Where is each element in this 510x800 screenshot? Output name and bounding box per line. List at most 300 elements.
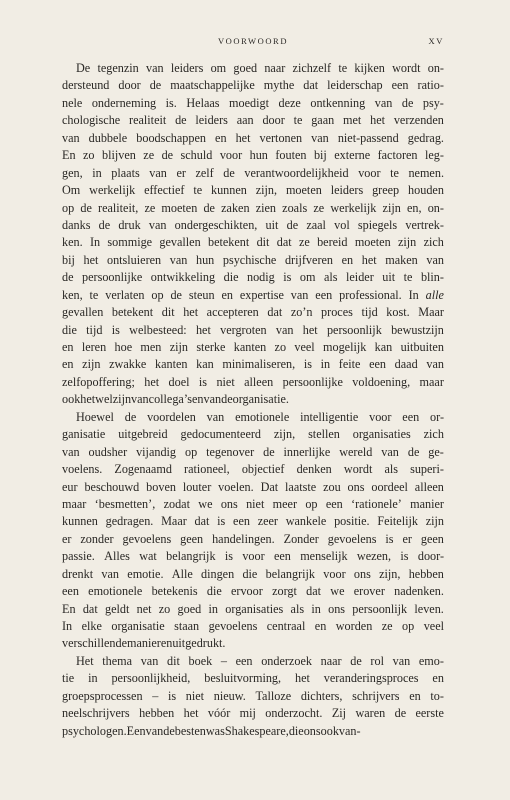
word: Shakespeare, [224, 723, 289, 738]
word: dubbele [88, 130, 128, 145]
text-line [62, 601, 444, 618]
text-line [62, 391, 444, 408]
word: organisaties [225, 601, 284, 616]
word: is. [165, 95, 177, 110]
word: dichters, [300, 688, 343, 703]
text-line [62, 304, 444, 321]
word: doel [168, 374, 190, 389]
word: schrijvers [352, 688, 400, 703]
word: wordt [343, 462, 373, 477]
word: uitgedrukt. [172, 636, 226, 651]
word: boodschappen [136, 130, 206, 145]
word: te [338, 61, 348, 75]
word: het [294, 671, 310, 686]
word: ontkenning [310, 95, 366, 110]
word: van [62, 444, 80, 459]
text-line [62, 130, 444, 147]
word: goed [177, 601, 202, 616]
chapter-title: VOORWOORD [217, 36, 289, 46]
word: En [62, 601, 76, 616]
word: het [80, 392, 96, 407]
word: zaal [306, 217, 326, 232]
word: persoonlijk [326, 322, 382, 337]
word: we [198, 496, 213, 511]
word: te [293, 113, 303, 128]
text-line [62, 252, 444, 269]
word: on- [427, 200, 444, 215]
word: het [195, 322, 211, 337]
word: organisatie. [232, 392, 289, 407]
word: innerlijke [283, 444, 331, 459]
word: leiders [195, 113, 228, 128]
word: bij [62, 252, 75, 267]
text-line [62, 688, 444, 705]
word: gaan [311, 113, 335, 128]
word: net [136, 601, 152, 616]
word: dat [194, 514, 210, 529]
word: een [273, 549, 291, 564]
word: de [263, 444, 275, 459]
word: uit [265, 217, 279, 232]
word: een [369, 357, 387, 372]
word: zoals [282, 200, 308, 215]
word: moeten [285, 183, 322, 198]
word: een [391, 78, 409, 93]
word: van [62, 130, 80, 145]
word: is [167, 688, 177, 703]
word: gevoelens [122, 531, 172, 546]
word: op [151, 287, 164, 302]
word: ‘rationele’ [351, 496, 402, 511]
word: van [148, 217, 167, 232]
word: ganisatie [62, 427, 106, 442]
word: voor [242, 549, 265, 564]
word: Hoewel [76, 409, 114, 424]
word: te [193, 183, 203, 198]
word: in [311, 601, 321, 616]
word: van [374, 95, 393, 110]
word: elke [81, 619, 102, 633]
word: ontwikkeling [150, 270, 216, 285]
word: van- [338, 723, 361, 738]
word: ons [347, 479, 365, 494]
word: een [233, 514, 250, 529]
word: alleen [414, 479, 444, 494]
word: was [205, 723, 225, 738]
word: zijn [382, 200, 401, 215]
word: van [206, 409, 225, 424]
text-line [62, 635, 444, 652]
word: kanten [154, 357, 188, 372]
word: de [223, 165, 235, 180]
word: zo [274, 340, 287, 354]
word: boven [146, 479, 176, 494]
word: blijven [101, 148, 136, 163]
word: daad [394, 357, 418, 372]
word: die [288, 723, 304, 738]
word: van [145, 723, 164, 738]
word: betekent [207, 235, 250, 250]
word: meer [272, 496, 298, 511]
word: zijn [82, 357, 101, 372]
word: hun [195, 252, 215, 267]
word: in [88, 671, 98, 686]
word: tijd [361, 305, 378, 320]
word: veel [294, 340, 315, 354]
word: laatste [285, 479, 317, 494]
word: zeer [257, 514, 278, 529]
text-line [62, 409, 444, 426]
word: en [432, 671, 444, 686]
word: ook [320, 723, 339, 738]
text-line [62, 513, 444, 530]
text-line [62, 339, 444, 356]
word: Helaas [186, 95, 220, 110]
word: leren [81, 340, 107, 354]
word: de [62, 270, 74, 285]
word: dat [303, 78, 319, 93]
text-line [62, 653, 444, 670]
word: wat [139, 549, 157, 564]
word: chologische [62, 113, 121, 128]
word: En [62, 148, 76, 163]
word: vergroten [220, 322, 267, 337]
word: het [144, 374, 160, 389]
word: ze [298, 235, 310, 250]
word: Zij [331, 706, 347, 721]
word: kanten [233, 340, 267, 354]
text-line [62, 147, 444, 164]
word: zichzelf [292, 61, 332, 75]
word: en [191, 392, 204, 407]
word: ze [143, 148, 155, 163]
word: zelfopoffering; [62, 374, 135, 389]
word: steun [188, 287, 215, 302]
word: ontsluieren [106, 252, 162, 267]
word: is [217, 514, 226, 529]
word: maatschappelijke [170, 78, 255, 93]
word: gevallen [62, 305, 104, 320]
word: kost. [386, 305, 410, 320]
word: van [131, 392, 149, 407]
text-line [62, 165, 444, 182]
word: realiteit, [98, 200, 139, 215]
word: voor [323, 566, 346, 581]
word: Talloze [255, 688, 292, 703]
word: zien [255, 200, 277, 215]
word: vertrek- [405, 217, 444, 232]
word: naar [320, 653, 342, 668]
word: wezen, [356, 549, 392, 564]
text-line [62, 566, 444, 583]
word: danks [62, 217, 91, 232]
word: kunnen [62, 514, 98, 529]
word: zijn [425, 514, 444, 529]
word: persoonlijke [282, 374, 343, 389]
word: leven. [414, 601, 444, 616]
word: intelligentie [300, 409, 359, 424]
word: nieuw. [213, 688, 246, 703]
word: voor [358, 165, 381, 180]
word: te [89, 287, 99, 302]
word: zijn, [255, 183, 278, 198]
word: centraal [266, 619, 306, 633]
word: zijn, [379, 566, 401, 581]
word: mij [239, 706, 256, 721]
text-line [62, 461, 444, 478]
word: nele [62, 95, 83, 110]
word: en [62, 357, 74, 372]
word: niet [185, 688, 205, 703]
word: is [224, 549, 233, 564]
word: ervoor [231, 584, 263, 599]
word: nodig [246, 270, 275, 285]
word: door [118, 78, 141, 93]
word: zo [158, 601, 171, 616]
word: de [170, 287, 182, 302]
word: van [140, 653, 159, 668]
word: is [400, 549, 409, 564]
word: door- [417, 549, 444, 564]
word: en, [406, 200, 422, 215]
word: superi- [410, 462, 444, 477]
word: In [408, 287, 419, 302]
word: stellen [308, 427, 340, 442]
word: objectief [241, 462, 285, 477]
word: belangrijk [166, 549, 216, 564]
paragraph [62, 60, 444, 409]
word: en [314, 619, 327, 633]
word: tijd [86, 322, 103, 337]
word: Een [126, 723, 146, 738]
word: wordt [392, 61, 421, 75]
word: en [62, 340, 74, 354]
word: voor [369, 409, 392, 424]
word: ratio- [417, 78, 444, 93]
word: de [286, 217, 299, 232]
word: boek [188, 653, 213, 668]
word: externe [334, 148, 371, 163]
word: dat [306, 584, 322, 599]
word: Alle [171, 566, 193, 581]
text-line [62, 479, 444, 496]
word: van [149, 165, 167, 180]
word: ge- [428, 444, 444, 459]
word: veranderingsproces [323, 671, 419, 686]
word: in [320, 357, 331, 372]
word: en [221, 287, 233, 302]
word: die [62, 322, 77, 337]
text-line [62, 95, 444, 112]
text-line [62, 269, 444, 286]
word: hebben [408, 566, 444, 581]
word: nemen. [408, 165, 444, 180]
word: die [223, 270, 239, 285]
word: kan [374, 340, 393, 354]
word: accepteren [206, 305, 259, 320]
word: bereid [317, 235, 348, 250]
word: minimaliseren, [222, 357, 296, 372]
word: gedragen. [105, 514, 154, 529]
word: ons [353, 566, 371, 581]
word: verschillende [62, 636, 127, 651]
text-line [62, 322, 444, 339]
paragraph [62, 409, 444, 653]
word: vóór [207, 706, 231, 721]
word: proces [321, 305, 353, 320]
word: in [92, 165, 102, 180]
word: dingen [201, 566, 235, 581]
word: is [198, 374, 208, 389]
word: er [176, 165, 186, 180]
word: greep [372, 183, 400, 198]
word: te [390, 165, 399, 180]
word: persoonlijk [352, 601, 408, 616]
word: denken [296, 462, 332, 477]
word: uitgebreid [118, 427, 168, 442]
text-line [62, 583, 444, 600]
word: eur [62, 479, 78, 494]
word: passie. [62, 549, 95, 564]
text-line [62, 182, 444, 199]
word: gevallen [159, 235, 201, 250]
word: staan [174, 619, 200, 633]
word: Feitelijk [377, 514, 418, 529]
word: expertise [239, 287, 284, 302]
word: zich [423, 427, 444, 442]
word: ze [144, 200, 156, 215]
word: on- [427, 61, 444, 75]
text-line [62, 200, 444, 217]
word: dersteund [62, 78, 110, 93]
word: kunnen [210, 183, 247, 198]
word: veel [423, 619, 444, 633]
word: van [392, 653, 411, 668]
text-line [62, 426, 444, 443]
word: verlaten [105, 287, 145, 302]
text-line [62, 217, 444, 234]
word: de [161, 148, 174, 163]
word: Het [76, 653, 94, 668]
word: op [184, 444, 198, 459]
word: alleen [244, 374, 274, 389]
word: dit [161, 305, 175, 320]
word: Maar [418, 305, 444, 320]
word: verantwoordelijkheid [244, 165, 349, 180]
word: waren [355, 706, 386, 721]
word: Zonder [283, 531, 319, 546]
word: In [89, 235, 101, 250]
word: professional. [339, 287, 402, 302]
word: dit [256, 235, 270, 250]
word: deze [278, 95, 301, 110]
word: onderzoek [261, 653, 312, 668]
word: er [402, 531, 412, 546]
word: nadenken. [394, 584, 444, 599]
word: onderzocht. [265, 706, 323, 721]
text-line [62, 112, 444, 129]
word: drenkt [62, 566, 94, 581]
paragraph [62, 653, 444, 740]
word: factoren [377, 148, 418, 163]
text-line [62, 705, 444, 722]
word: drijfveren [284, 252, 334, 267]
word: dat [82, 601, 98, 616]
word: het [370, 113, 386, 128]
word: bewustzijn [391, 322, 444, 337]
word: van [290, 287, 309, 302]
word: van [203, 392, 222, 407]
word: werkelijk [89, 183, 136, 198]
word: positie. [334, 514, 370, 529]
word: moeten [161, 200, 198, 215]
word: organisaties [352, 427, 411, 442]
word: zo’n [290, 305, 313, 320]
word: leiders [330, 183, 364, 198]
word: van [275, 322, 294, 337]
word: als [290, 601, 305, 616]
word: to- [430, 688, 444, 703]
word: leider [346, 270, 374, 285]
word: voor [219, 148, 243, 163]
word: leiderschap [327, 78, 383, 93]
word: oudsher [88, 444, 128, 459]
word: onderneming [91, 95, 157, 110]
word: verzenden [393, 113, 444, 128]
word: De [76, 61, 91, 75]
word: goed [233, 61, 258, 75]
word: ken, [62, 287, 83, 302]
word: besten [174, 723, 206, 738]
word: uitbuiten [400, 340, 444, 354]
text-line [62, 670, 444, 687]
word: de [407, 444, 420, 459]
word: Om [62, 183, 81, 198]
word: maken [385, 252, 418, 267]
word: zich [423, 235, 444, 250]
word: gen, [62, 165, 83, 180]
word: niet [216, 374, 235, 389]
word: welbesteed: [129, 322, 187, 337]
word: van [381, 444, 399, 459]
word: zorgt [272, 584, 297, 599]
word: en [215, 130, 227, 145]
word: hebben [139, 706, 175, 721]
word: psychische [222, 252, 277, 267]
text-line [62, 60, 444, 77]
word: kan [196, 357, 214, 372]
word: dat [276, 235, 292, 250]
word: leg- [424, 148, 444, 163]
word: menselijk [300, 549, 348, 564]
word: vol [334, 217, 350, 232]
word: persoonlijke [82, 270, 143, 285]
word: or- [430, 409, 444, 424]
word: kijken [354, 61, 385, 75]
word: wereld [339, 444, 373, 459]
word: ken. [62, 235, 83, 250]
word: feite [338, 357, 361, 372]
word: de [394, 706, 407, 721]
word: schuld [180, 148, 213, 163]
word: besluitvorming, [204, 671, 282, 686]
word: zwakke [109, 357, 147, 372]
word: welzijn [95, 392, 132, 407]
word: groepsprocessen [62, 688, 143, 703]
text-line [62, 723, 444, 740]
word: geen [180, 531, 204, 546]
word: in [208, 601, 218, 616]
